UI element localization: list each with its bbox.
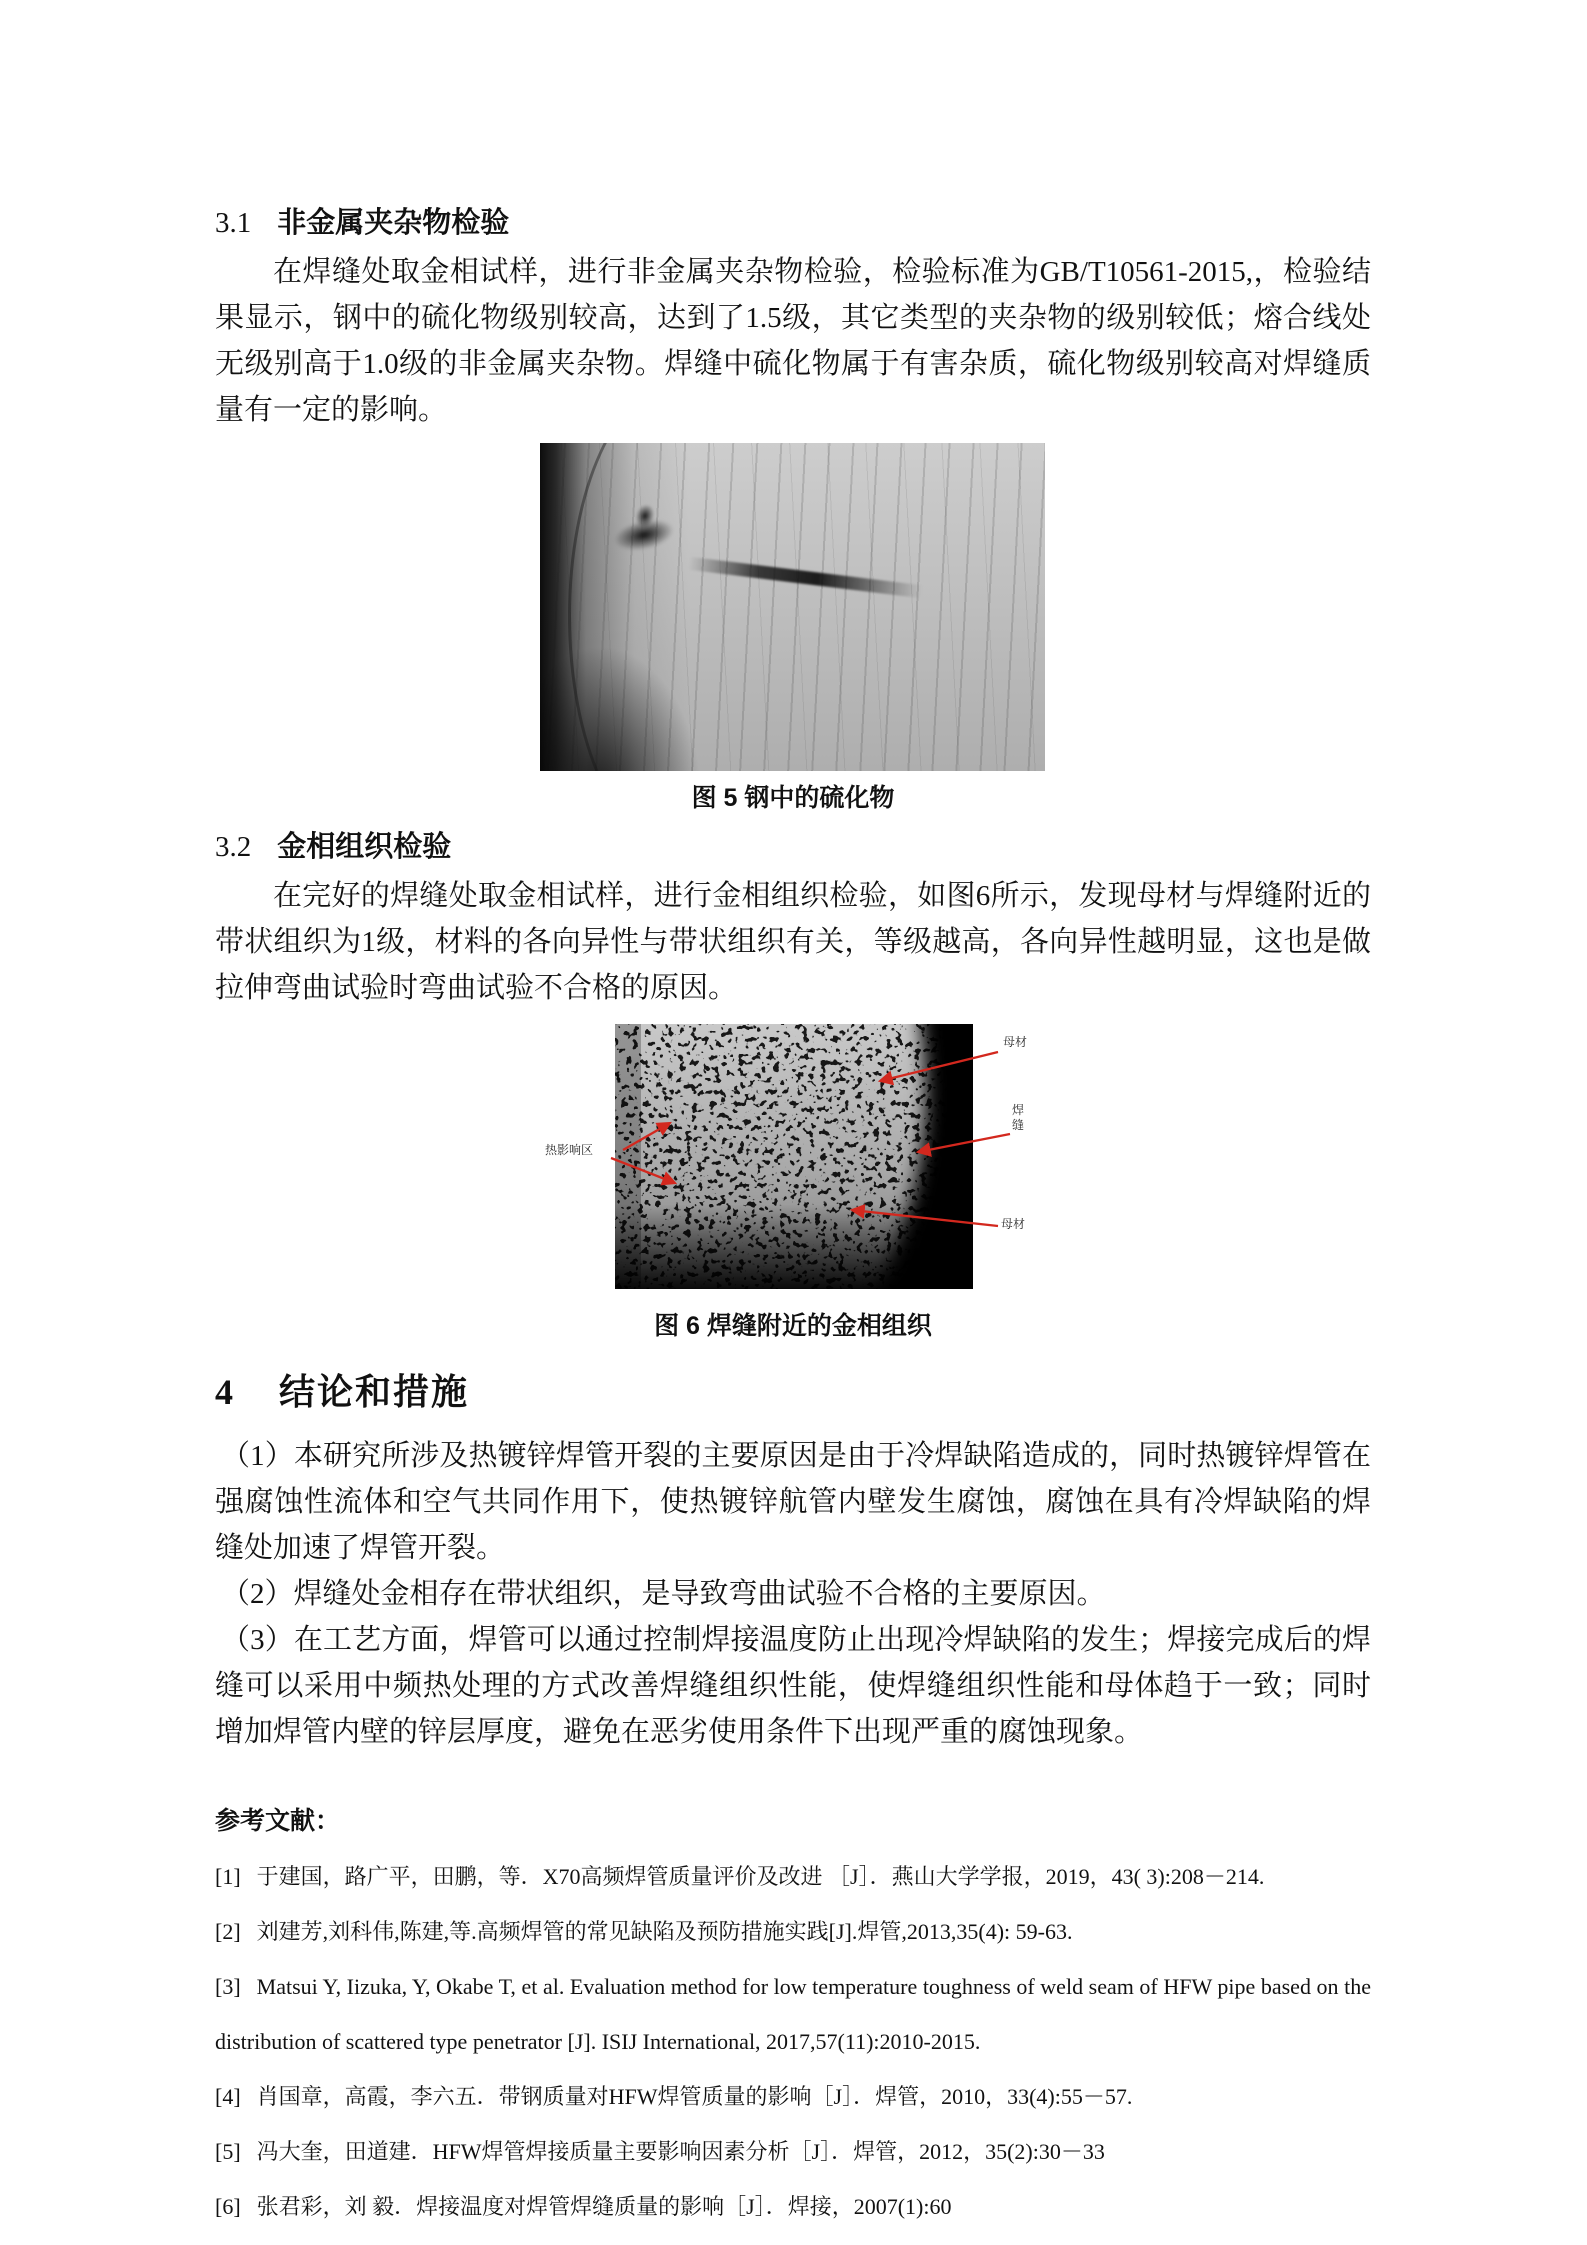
- section-3-1-title: 非金属夹杂物检验: [277, 207, 510, 239]
- reference-text: 刘建芳,刘科伟,陈建,等.高频焊管的常见缺陷及预防措施实践[J].焊管,2013,35(4): 59-63.: [256, 1919, 1073, 1944]
- figure-6: [215, 1019, 1371, 1299]
- conclusion-item-3: （3）在工艺方面，焊管可以通过控制焊接温度防止出现冷焊缺陷的发生；焊接完成后的焊缝可以采用中频热处理的方式改善焊缝组织性能，使焊缝组织性能和母体趋于一致；同时增加焊管内壁的锌层厚度，避免在恶劣使用条件下出现严重的腐蚀现象。: [215, 1624, 1371, 1748]
- section-3-1-number: 3.1: [215, 207, 252, 239]
- section-4-title: 结论和措施: [279, 1372, 470, 1412]
- references-list: [215, 1849, 1371, 2234]
- reference-number: [5]: [215, 2139, 241, 2164]
- section-3-2-paragraph: 在完好的焊缝处取金相试样，进行金相组织检验，如图6所示，发现母材与焊缝附近的带状组织为1级，材料的各向异性与带状组织有关，等级越高，各向异性越明显，这也是做拉伸弯曲试验时弯曲试验不合格的原因。: [215, 880, 1371, 1004]
- section-4-number: 4: [215, 1372, 235, 1412]
- conclusions: [215, 1433, 1371, 1755]
- reference-number: [2]: [215, 1919, 241, 1944]
- reference-text: Matsui Y, Iizuka, Y, Okabe T, et al. Evaluation method for low temperature toughness of weld seam of HFW pipe based on the distribution of scattered type penetrator [J]. ISIJ International, 2017,57(11):2010-2015.: [215, 1974, 1371, 2054]
- label-weld-seam: 焊缝: [1012, 1103, 1025, 1132]
- reference-text: 肖国章，高霞，李六五．带钢质量对HFW焊管质量的影响［J］．焊管，2010，33(4):55－57.: [256, 2084, 1133, 2109]
- reference-number: [3]: [215, 1974, 241, 1999]
- figure-6-micrograph-image: [215, 1019, 1371, 1299]
- label-base-metal-bottom: 母材: [1001, 1217, 1026, 1231]
- section-3-1-paragraph: 在焊缝处取金相试样，进行非金属夹杂物检验，检验标准为GB/T10561-2015,，检验结果显示，钢中的硫化物级别较高，达到了1.5级，其它类型的夹杂物的级别较低；熔合线处无级别高于1.0级的非金属夹杂物。焊缝中硫化物属于有害杂质，硫化物级别较高对焊缝质量有一定的影响。: [215, 256, 1371, 426]
- micrograph-dark-arc: [568, 443, 784, 771]
- figure-5: [215, 443, 1371, 771]
- reference-text: 张君彩，刘 毅．焊接温度对焊管焊缝质量的影响［J］．焊接，2007(1):60: [256, 2194, 952, 2219]
- section-3-2-heading: [215, 827, 1371, 867]
- section-3-1-heading: [215, 203, 1371, 243]
- label-heat-affected-zone: 热影响区: [545, 1143, 594, 1157]
- figure-6-caption: 图 6 焊缝附近的金相组织: [654, 1312, 932, 1340]
- reference-text: 于建国，路广平，田鹏，等．X70高频焊管质量评价及改进 ［J］．燕山大学学报，2019，43( 3):208－214.: [256, 1864, 1265, 1889]
- reference-item: [215, 1904, 1371, 1959]
- figure-5-caption: 图 5 钢中的硫化物: [691, 784, 895, 812]
- section-4-heading: [215, 1367, 1371, 1417]
- reference-number: [6]: [215, 2194, 241, 2219]
- conclusion-item-1: （1）本研究所涉及热镀锌焊管开裂的主要原因是由于冷焊缺陷造成的，同时热镀锌焊管在强腐蚀性流体和空气共同作用下，使热镀锌航管内壁发生腐蚀，腐蚀在具有冷焊缺陷的焊缝处加速了焊管开裂。: [215, 1440, 1371, 1564]
- reference-item: [215, 2179, 1371, 2234]
- reference-item: [215, 2124, 1371, 2179]
- reference-item: [215, 2069, 1371, 2124]
- reference-text: 冯大奎，田道建．HFW焊管焊接质量主要影响因素分析［J］．焊管，2012，35(2):30－33: [256, 2139, 1105, 2164]
- reference-number: [1]: [215, 1864, 241, 1889]
- label-base-metal-top: 母材: [1003, 1035, 1028, 1049]
- references-heading: 参考文献：: [215, 1807, 341, 1835]
- section-3-2-number: 3.2: [215, 831, 252, 863]
- section-3-2-title: 金相组织检验: [277, 831, 452, 863]
- conclusion-item-2: （2）焊缝处金相存在带状组织，是导致弯曲试验不合格的主要原因。: [221, 1578, 1106, 1610]
- reference-item: [215, 1959, 1371, 2069]
- figure-5-micrograph-image: [540, 443, 1045, 771]
- reference-number: [4]: [215, 2084, 241, 2109]
- reference-item: [215, 1849, 1371, 1904]
